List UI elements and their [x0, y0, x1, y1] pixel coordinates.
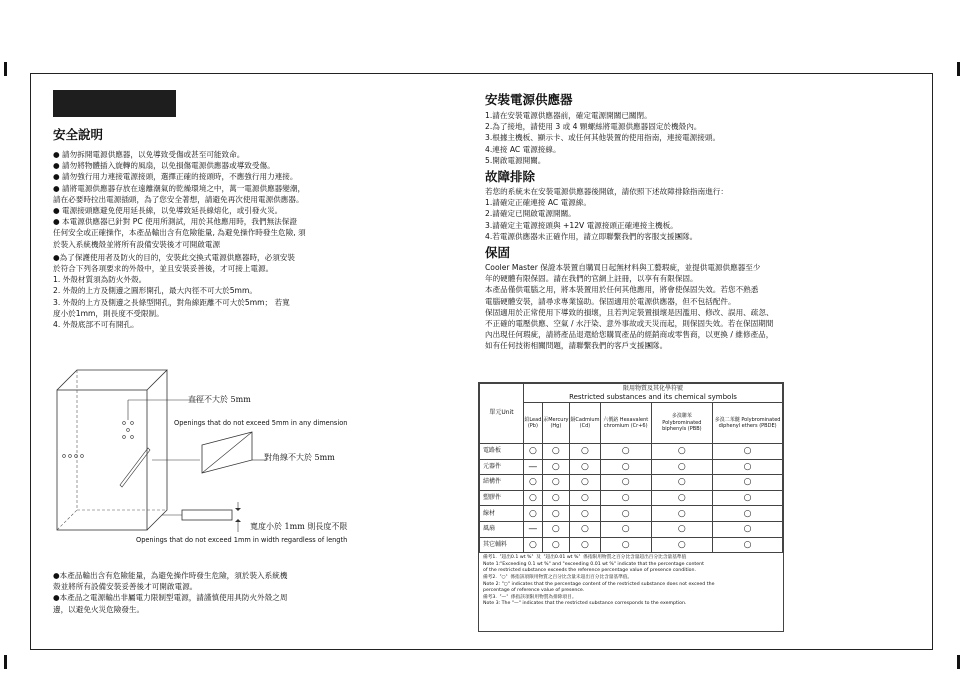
substance-header: 鎘Cadmium (Cd) [569, 403, 600, 444]
crop-mark [4, 655, 7, 669]
warning-line: 殼並將所有設備安裝妥善後才可開啟電源。 [53, 582, 198, 592]
row-label: 線材 [480, 506, 524, 522]
note-line: 備考3.〝—〞係指該項限用物質為排除項目。 [483, 594, 577, 600]
install-title: 安裝電源供應器 [485, 92, 573, 107]
row-label: 塑膠件 [480, 490, 524, 506]
cell: ○ [524, 490, 543, 506]
table-caption [524, 384, 783, 403]
row-label: 元器件 [480, 459, 524, 475]
requirement-line: 4. 外殼底部不可有開孔。 [53, 320, 139, 330]
cell: ○ [569, 475, 600, 491]
warning-line: 邊，以避免火災危險發生。 [53, 604, 145, 614]
warranty-line: 不正確的電壓供應、空氣 / 水汙染、意外事故或天災而起，則保固失效。若在保固期間 [485, 319, 774, 329]
cell: ○ [651, 490, 713, 506]
cell: ○ [600, 475, 651, 491]
cell: ○ [713, 475, 783, 491]
diagonal-label: 對角線不大於 5mm [264, 453, 335, 462]
safety-line: ● 請勿強行用力連接電源接頭，選擇正確的接頭時，不應強行用力連接。 [53, 172, 298, 182]
install-step: 4.連接 AC 電源接線。 [485, 144, 561, 154]
cell: ○ [542, 506, 569, 522]
warranty-title: 保固 [485, 245, 511, 261]
trouble-line: 若您的系統未在安裝電源供應器後開啟，請依照下述故障排除指南進行： [485, 187, 728, 197]
table-row [480, 475, 783, 491]
troubleshooting-title: 故障排除 [485, 169, 536, 185]
install-steps [485, 110, 905, 166]
row-label: 電路板 [480, 444, 524, 460]
crop-mark [4, 62, 7, 76]
warranty-line: 內出現任何瑕疵，請將產品退還給您購買產品的經銷商或零售商，以更換 / 維修產品， [485, 330, 774, 340]
row-label: 其它輔料 [480, 537, 524, 553]
cell: ○ [524, 537, 543, 553]
cell: ○ [600, 459, 651, 475]
cell: ○ [600, 521, 651, 537]
cell: ○ [569, 506, 600, 522]
table-row [480, 459, 783, 475]
requirement-line: 2. 外殼的上方及側邊之圓形開孔，最大內徑不可大於5mm。 [53, 286, 257, 296]
substance-header: 汞Mercury (Hg) [542, 403, 569, 444]
trouble-line: 1.請確定正確連接 AC 電源線。 [485, 198, 591, 208]
substance-header: 六價鉻 Hexavalent chromium (Cr+6) [600, 403, 651, 444]
header-bar [53, 90, 176, 117]
install-step: 5.開啟電源開關。 [485, 155, 546, 165]
cell: — [524, 521, 543, 537]
warranty-line: Cooler Master 保證本裝置自購買日起無材料與工藝瑕疵，並提供電源供應器至少 [485, 263, 761, 273]
trouble-line: 4.若電源供應器未正確作用，請立即聯繫我們的客服支援團隊。 [485, 231, 698, 241]
caption-en: Restricted substances and its chemical symbols [569, 393, 737, 401]
note-line: Note 3: The "—" indicates that the restricted substance corresponds to the exemption. [483, 601, 687, 607]
cell: ○ [600, 537, 651, 553]
row-label: 結構件 [480, 475, 524, 491]
install-step: 2.為了接地，請使用 3 或 4 顆螺絲將電源供應器固定於機殼內。 [485, 122, 702, 132]
cell: ○ [713, 537, 783, 553]
requirement-line: 度小於1mm，則長度不受限制。 [53, 308, 164, 318]
cell: ○ [542, 475, 569, 491]
cell: ○ [569, 444, 600, 460]
diameter-label: 直徑不大於 5mm [188, 395, 251, 404]
enclosure-diagram [52, 360, 402, 560]
restricted-substances-box [478, 382, 784, 632]
width-label: 寬度小於 1mm 則長度不限 [250, 522, 348, 531]
warranty-line: 電腦硬體安裝，請尋求專業協助。保固適用於電源供應器，但不包括配件。 [485, 296, 736, 306]
energy-warning [53, 570, 433, 615]
safety-line: ● 本電源供應器已針對 PC 使用所測試，用於其他應用時，我們無法保證 [53, 217, 297, 227]
note-line: 備考2.〝○〞係指該項限用物質之百分比含量未超出百分比含量基準值。 [483, 574, 633, 580]
install-step: 3.根據主機板、顯示卡、或任何其他裝置的使用指南，連接電源接頭。 [485, 133, 721, 143]
cell: ○ [713, 521, 783, 537]
table-row [480, 490, 783, 506]
cell: ○ [651, 459, 713, 475]
cell: ○ [569, 521, 600, 537]
note-line: Note 2: "○" indicates that the percentage content of the restricted substance does not exceed the [483, 581, 715, 587]
cell: ○ [713, 459, 783, 475]
trouble-line: 3.請確定主電源接頭與 +12V 電源接頭正確連接主機板。 [485, 220, 678, 230]
cell: ○ [569, 537, 600, 553]
install-step: 1.請在安裝電源供應器前，確定電源開關已關閉。 [485, 111, 652, 120]
cell: ○ [542, 444, 569, 460]
troubleshooting-steps [485, 186, 905, 242]
safety-line: ● 請將電源供應器存放在遠離潮氣的乾燥環境之中，萬一電源供應器變潮， [53, 183, 306, 193]
warning-line: ●本產品輸出含有危險能量，為避免操作時發生危險，須於裝入系統機 [53, 571, 288, 580]
safety-list [53, 149, 433, 250]
cell: ○ [600, 490, 651, 506]
warranty-line: 本產品僅供電腦之用，將本裝置用於任何其他應用，將會使保固失效。若您不熟悉 [485, 285, 759, 295]
cell: ○ [651, 521, 713, 537]
cell: ○ [713, 506, 783, 522]
cell: ○ [651, 506, 713, 522]
safety-line: 於裝入系統機殼並將所有設備安裝後才可開啟電源 [53, 239, 221, 249]
restricted-substances-table [479, 383, 783, 553]
cell: ○ [651, 444, 713, 460]
round-opening-label: Openings that do not exceed 5mm in any dimension [174, 419, 348, 427]
cell: ○ [651, 537, 713, 553]
left-column [53, 127, 433, 330]
trouble-line: 2.請確定已開啟電源開關。 [485, 209, 576, 219]
note-line: Note 1:"Exceeding 0.1 wt %" and "exceeding 0.01 wt %" indicate that the percentage content [483, 561, 704, 567]
cell: ○ [542, 490, 569, 506]
cell: ○ [713, 444, 783, 460]
enclosure-drawing [52, 360, 402, 560]
table-row [480, 537, 783, 553]
note-line: of the restricted substance exceeds the reference percentage value of presence condition. [483, 568, 697, 574]
width-opening-label: Openings that do not exceed 1mm in width regardless of length [136, 536, 348, 544]
warning-line: ●本產品之電源輸出非屬電力限制型電源，請謹慎使用具防火外殼之周 [53, 593, 288, 603]
row-label: 風扇 [480, 521, 524, 537]
substance-header: 多溴二苯醚 Polybrominated diphenyl ethers (PBDE) [713, 403, 783, 444]
safety-line: ● 請勿拆開電源供應器，以免導致受傷或甚至可能致命。 [53, 150, 245, 159]
unit-header: 單元Unit [480, 384, 524, 444]
safety-line: ● 電源接頭應避免使用延長線，以免導致延長線熔化，或引發火災。 [53, 206, 283, 216]
enclosure-requirements [53, 252, 433, 330]
table-row [480, 506, 783, 522]
note-line: percentage of reference value of presence. [483, 588, 585, 594]
crop-mark [957, 62, 960, 76]
safety-line: 任何安全或正確操作，本產品輸出含有危險能量, 為避免操作時發生危險, 須 [53, 228, 306, 238]
warranty-line: 年的硬體有限保固。請在我們的官網上註冊，以享有有限保固。 [485, 274, 698, 284]
cell: ○ [569, 490, 600, 506]
cell: ○ [542, 521, 569, 537]
substance-header: 鉛Lead (Pb) [524, 403, 543, 444]
requirement-line: 於符合下列各項要求的外殼中，並且安裝妥善後，才可接上電源。 [53, 264, 274, 274]
warranty-line: 如有任何技術相關問題，請聯繫我們的客戶支援團隊。 [485, 341, 668, 351]
requirement-line: 1. 外殼材質須為防火外殼。 [53, 275, 147, 285]
table-notes [479, 553, 783, 610]
cell: — [524, 459, 543, 475]
cell: ○ [569, 459, 600, 475]
caption-zh: 限用物質及其化學符號 [622, 385, 683, 392]
right-column [485, 92, 905, 352]
requirement-line: ●為了保護使用者及防火的目的，安裝此交換式電源供應器時，必須安裝 [53, 252, 296, 262]
cell: ○ [524, 444, 543, 460]
cell: ○ [542, 459, 569, 475]
crop-mark [957, 655, 960, 669]
cell: ○ [600, 444, 651, 460]
cell: ○ [600, 506, 651, 522]
cell: ○ [651, 475, 713, 491]
safety-title: 安全說明 [53, 127, 104, 142]
table-row [480, 521, 783, 537]
note-line: 備考1.〝超出0.1 wt %〞及〝超出0.01 wt %〞係指限用物質之百分比含量超出百分比含量基準值 [483, 555, 687, 561]
safety-line: ● 請勿將物體插入旋轉的風扇，以免損傷電源供應器或導致受傷。 [53, 161, 275, 171]
requirement-line: 3. 外殼的上方及側邊之長條型開孔，對角線距離不可大於5mm； 若寬 [53, 297, 290, 307]
warranty-text [485, 262, 905, 352]
warranty-line: 保固適用於正常使用下導致的損壞，且若判定裝置損壞是因濫用、修改、誤用、疏忽、 [485, 307, 774, 317]
safety-line: 請在必要時拉出電源插頭，為了您安全著想，請避免再次使用電源供應器。 [53, 194, 304, 204]
table-row [480, 444, 783, 460]
cell: ○ [542, 537, 569, 553]
substance-header: 多溴聯苯 Polybrominated biphenyls (PBB) [651, 403, 713, 444]
cell: ○ [524, 475, 543, 491]
cell: ○ [713, 490, 783, 506]
cell: ○ [524, 506, 543, 522]
